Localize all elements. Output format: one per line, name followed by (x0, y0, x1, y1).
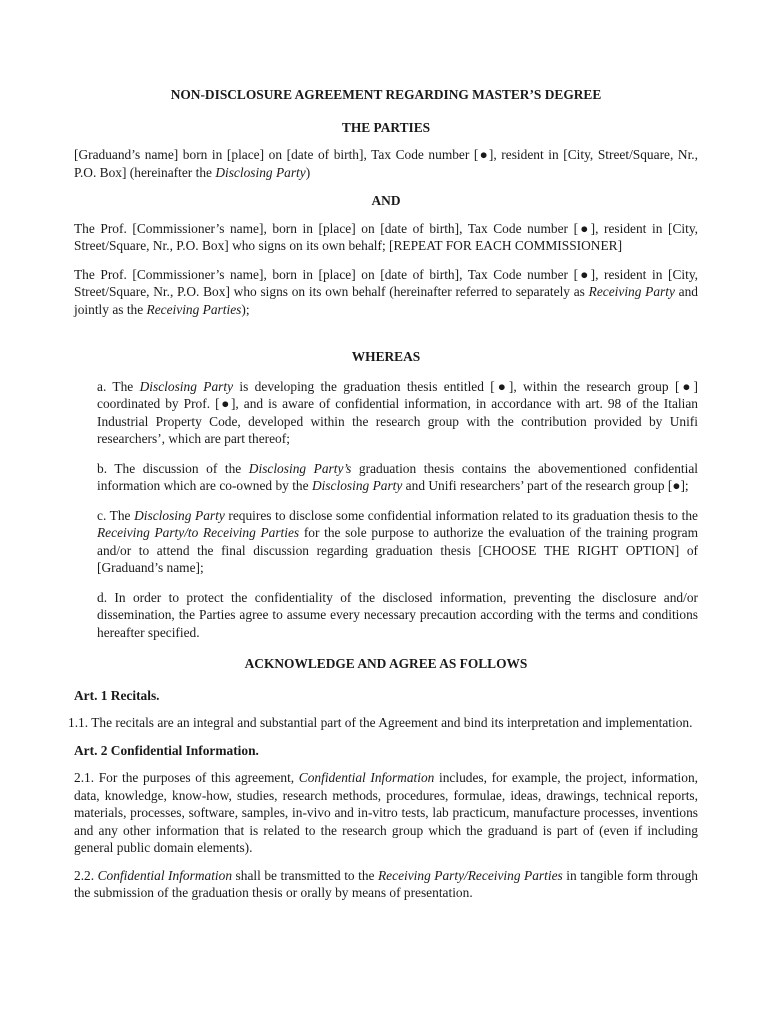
article-2-heading: Art. 2 Confidential Information. (74, 742, 259, 758)
document-page (68, 86, 699, 912)
article-1-heading: Art. 1 Recitals. (74, 687, 160, 703)
clause-1-1: 1.1. The recitals are an integral and substantial part of the Agreement and bind its interpretation and implementation. (68, 715, 693, 730)
whereas-heading: WHEREAS (351, 349, 421, 364)
and-heading: AND (371, 193, 401, 208)
whereas-item-c: c. The Disclosing Party requires to disclose some confidential information related to its graduation thesis to the Receiving Party/to Receiving Parties for the sole purpose to authorize the evaluation of the training program and/or to attend the final discussion regarding graduation thesis [CHOOSE THE RIGHT OPTION] of [Graduand’s name]; (97, 507, 699, 575)
whereas-item-b: b. The discussion of the Disclosing Party’s graduation thesis contains the abovementioned confidential information which are co-owned by the Disclosing Party and Unifi researchers’ part of the research group [●]; (97, 460, 698, 493)
clause-2-2: 2.2. Confidential Information shall be transmitted to the Receiving Party/Receiving Parties in tangible form through the submission of the graduation thesis or orally by means of presentation. (74, 867, 698, 900)
parties-heading: THE PARTIES (341, 119, 431, 135)
party-commissioner-2: The Prof. [Commissioner’s name], born in [place] on [date of birth], Tax Code number [●], resident in [City, Street/Square, Nr., P.O. Box] who signs on its own behalf (hereinafter referred to separately as Receiving Party and jointly as the Receiving Parties); (74, 266, 698, 317)
document-title: NON-DISCLOSURE AGREEMENT REGARDING MASTER’S DEGREE (170, 87, 602, 102)
whereas-item-d: d. In order to protect the confidentiality of the disclosed information, preventing the disclosure and/or dissemination, the Parties agree to assume every necessary precaution according with the terms and conditions hereafter specified. (97, 589, 698, 640)
party-commissioner-1: The Prof. [Commissioner’s name], born in [place] on [date of birth], Tax Code number [●], resident in [City, Street/Square, Nr., P.O. Box] who signs on its own behalf; [REPEAT FOR EACH COMMISSIONER] (74, 220, 698, 253)
whereas-item-a: a. The Disclosing Party is developing the graduation thesis entitled [●], within the research group [●] coordinated by Prof. [●], and is aware of confidential information, in accordance with art. 98 of the Italian Industrial Property Code, developed within the research group with the contribution provided by Unifi researchers’, which are part thereof; (97, 378, 698, 446)
party-graduand: [Graduand’s name] born in [place] on [date of birth], Tax Code number [●], resident in [City, Street/Square, Nr., P.O. Box] (hereinafter the Disclosing Party) (74, 147, 698, 180)
clause-2-1: 2.1. For the purposes of this agreement, Confidential Information includes, for example, the project, information, data, knowledge, know-how, studies, research methods, procedures, formulae, ideas, drawings, technical reports, materials, processes, software, samples, in-vivo and in-vitro tests, lab practicum, manufacture processes, inventions and any other information that is related to the research group which the graduand is part of (even if including general public domain elements). (74, 770, 698, 855)
acknowledge-heading: ACKNOWLEDGE AND AGREE AS FOLLOWS (244, 656, 528, 671)
